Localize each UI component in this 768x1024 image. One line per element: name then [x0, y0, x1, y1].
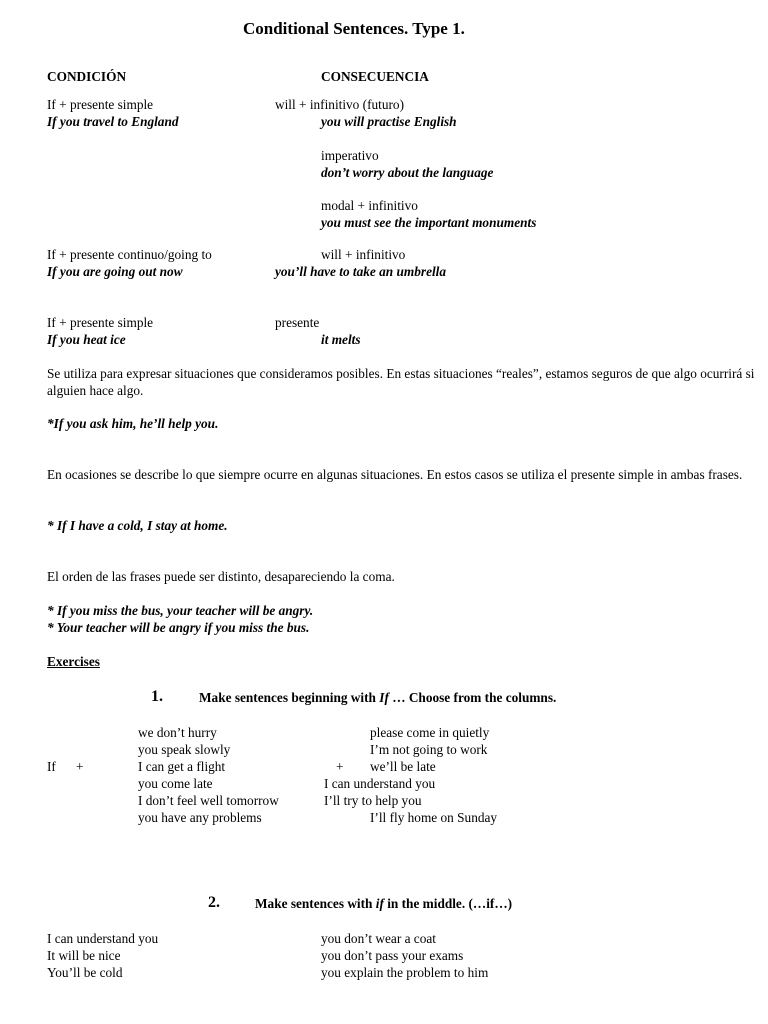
rule5-cond-example: If you heat ice — [47, 332, 126, 347]
rule5-cons-example: it melts — [321, 332, 361, 347]
rule1-cond-form: If + presente simple — [47, 97, 154, 112]
ex1-left-item: we don’t hurry — [138, 725, 217, 740]
exercises-heading: Exercises — [47, 654, 100, 669]
exercise2-number: 2. — [208, 894, 220, 911]
example-1: *If you ask him, he’ll help you. — [47, 416, 219, 431]
ex1-plus-left: + — [76, 759, 84, 774]
rule5-cond-form: If + presente simple — [47, 315, 154, 330]
ex2-left-item: I can understand you — [47, 931, 159, 946]
exercise1-number: 1. — [151, 688, 163, 705]
exercise2-instruction-post: in the middle. (…if…) — [383, 896, 513, 911]
rule2-cons-form: imperativo — [321, 148, 379, 163]
exercise1-instruction-if: If — [379, 690, 389, 705]
exercise1-instruction-post: … Choose from the columns. — [388, 690, 557, 705]
ex1-if-label: If — [47, 759, 56, 774]
ex2-right-item: you don’t pass your exams — [321, 948, 464, 963]
rule1-cons-form: will + infinitivo (futuro) — [275, 97, 405, 112]
ex1-left-item: I can get a flight — [138, 759, 226, 774]
ex2-left-item: You’ll be cold — [47, 965, 123, 980]
ex2-right-item: you don’t wear a coat — [321, 931, 436, 946]
header-consecuencia: CONSECUENCIA — [321, 69, 429, 84]
ex1-left-item: I don’t feel well tomorrow — [138, 793, 279, 808]
example-3a: * If you miss the bus, your teacher will be angry. — [47, 603, 314, 618]
explanation-1: Se utiliza para expresar situaciones que consideramos posibles. En estas situaciones “reales”, estamos seguros de que algo ocurrirá si alguien hace algo. — [47, 366, 755, 398]
explanation-2: En ocasiones se describe lo que siempre ocurre en algunas situaciones. En estos casos se utiliza el presente simple in ambas frases. — [47, 467, 743, 482]
example-2: * If I have a cold, I stay at home. — [47, 518, 228, 533]
page-title: Conditional Sentences. Type 1. — [243, 19, 465, 38]
rule4-cons-example: you’ll have to take an umbrella — [275, 264, 447, 279]
rule3-cons-form: modal + infinitivo — [321, 198, 418, 213]
rule1-cond-example: If you travel to England — [47, 114, 179, 129]
exercise2-instruction-if: if — [375, 896, 384, 911]
ex1-right-item: please come in quietly — [370, 725, 490, 740]
exercise1-instruction-pre: Make sentences beginning with — [199, 690, 380, 705]
explanation-3: El orden de las frases puede ser distinto, desapareciendo la coma. — [47, 569, 395, 584]
ex1-plus-right: + — [336, 759, 344, 774]
header-condicion: CONDICIÓN — [47, 69, 127, 84]
rule3-cons-example: you must see the important monuments — [321, 215, 537, 230]
ex2-right-item: you explain the problem to him — [321, 965, 489, 980]
ex1-right-item: we’ll be late — [370, 759, 436, 774]
rule4-cond-example: If you are going out now — [47, 264, 183, 279]
rule4-cond-form: If + presente continuo/going to — [47, 247, 212, 262]
example-3b: * Your teacher will be angry if you miss the bus. — [47, 620, 310, 635]
ex1-right-item: I’m not going to work — [370, 742, 488, 757]
exercise1-instruction — [199, 689, 556, 706]
ex1-right-item: I’ll try to help you — [324, 793, 422, 808]
exercise2-instruction-pre: Make sentences with — [255, 896, 376, 911]
rule5-cons-form: presente — [275, 315, 320, 330]
ex1-right-item: I can understand you — [324, 776, 436, 791]
rule2-cons-example: don’t worry about the language — [321, 165, 494, 180]
rule4-cons-form: will + infinitivo — [321, 247, 406, 262]
ex1-left-item: you speak slowly — [138, 742, 231, 757]
ex1-right-item: I’ll fly home on Sunday — [370, 810, 498, 825]
rule1-cons-example: you will practise English — [321, 114, 457, 129]
ex1-left-item: you have any problems — [138, 810, 262, 825]
ex1-left-item: you come late — [138, 776, 213, 791]
exercise2-instruction — [255, 895, 512, 912]
ex2-left-item: It will be nice — [47, 948, 121, 963]
